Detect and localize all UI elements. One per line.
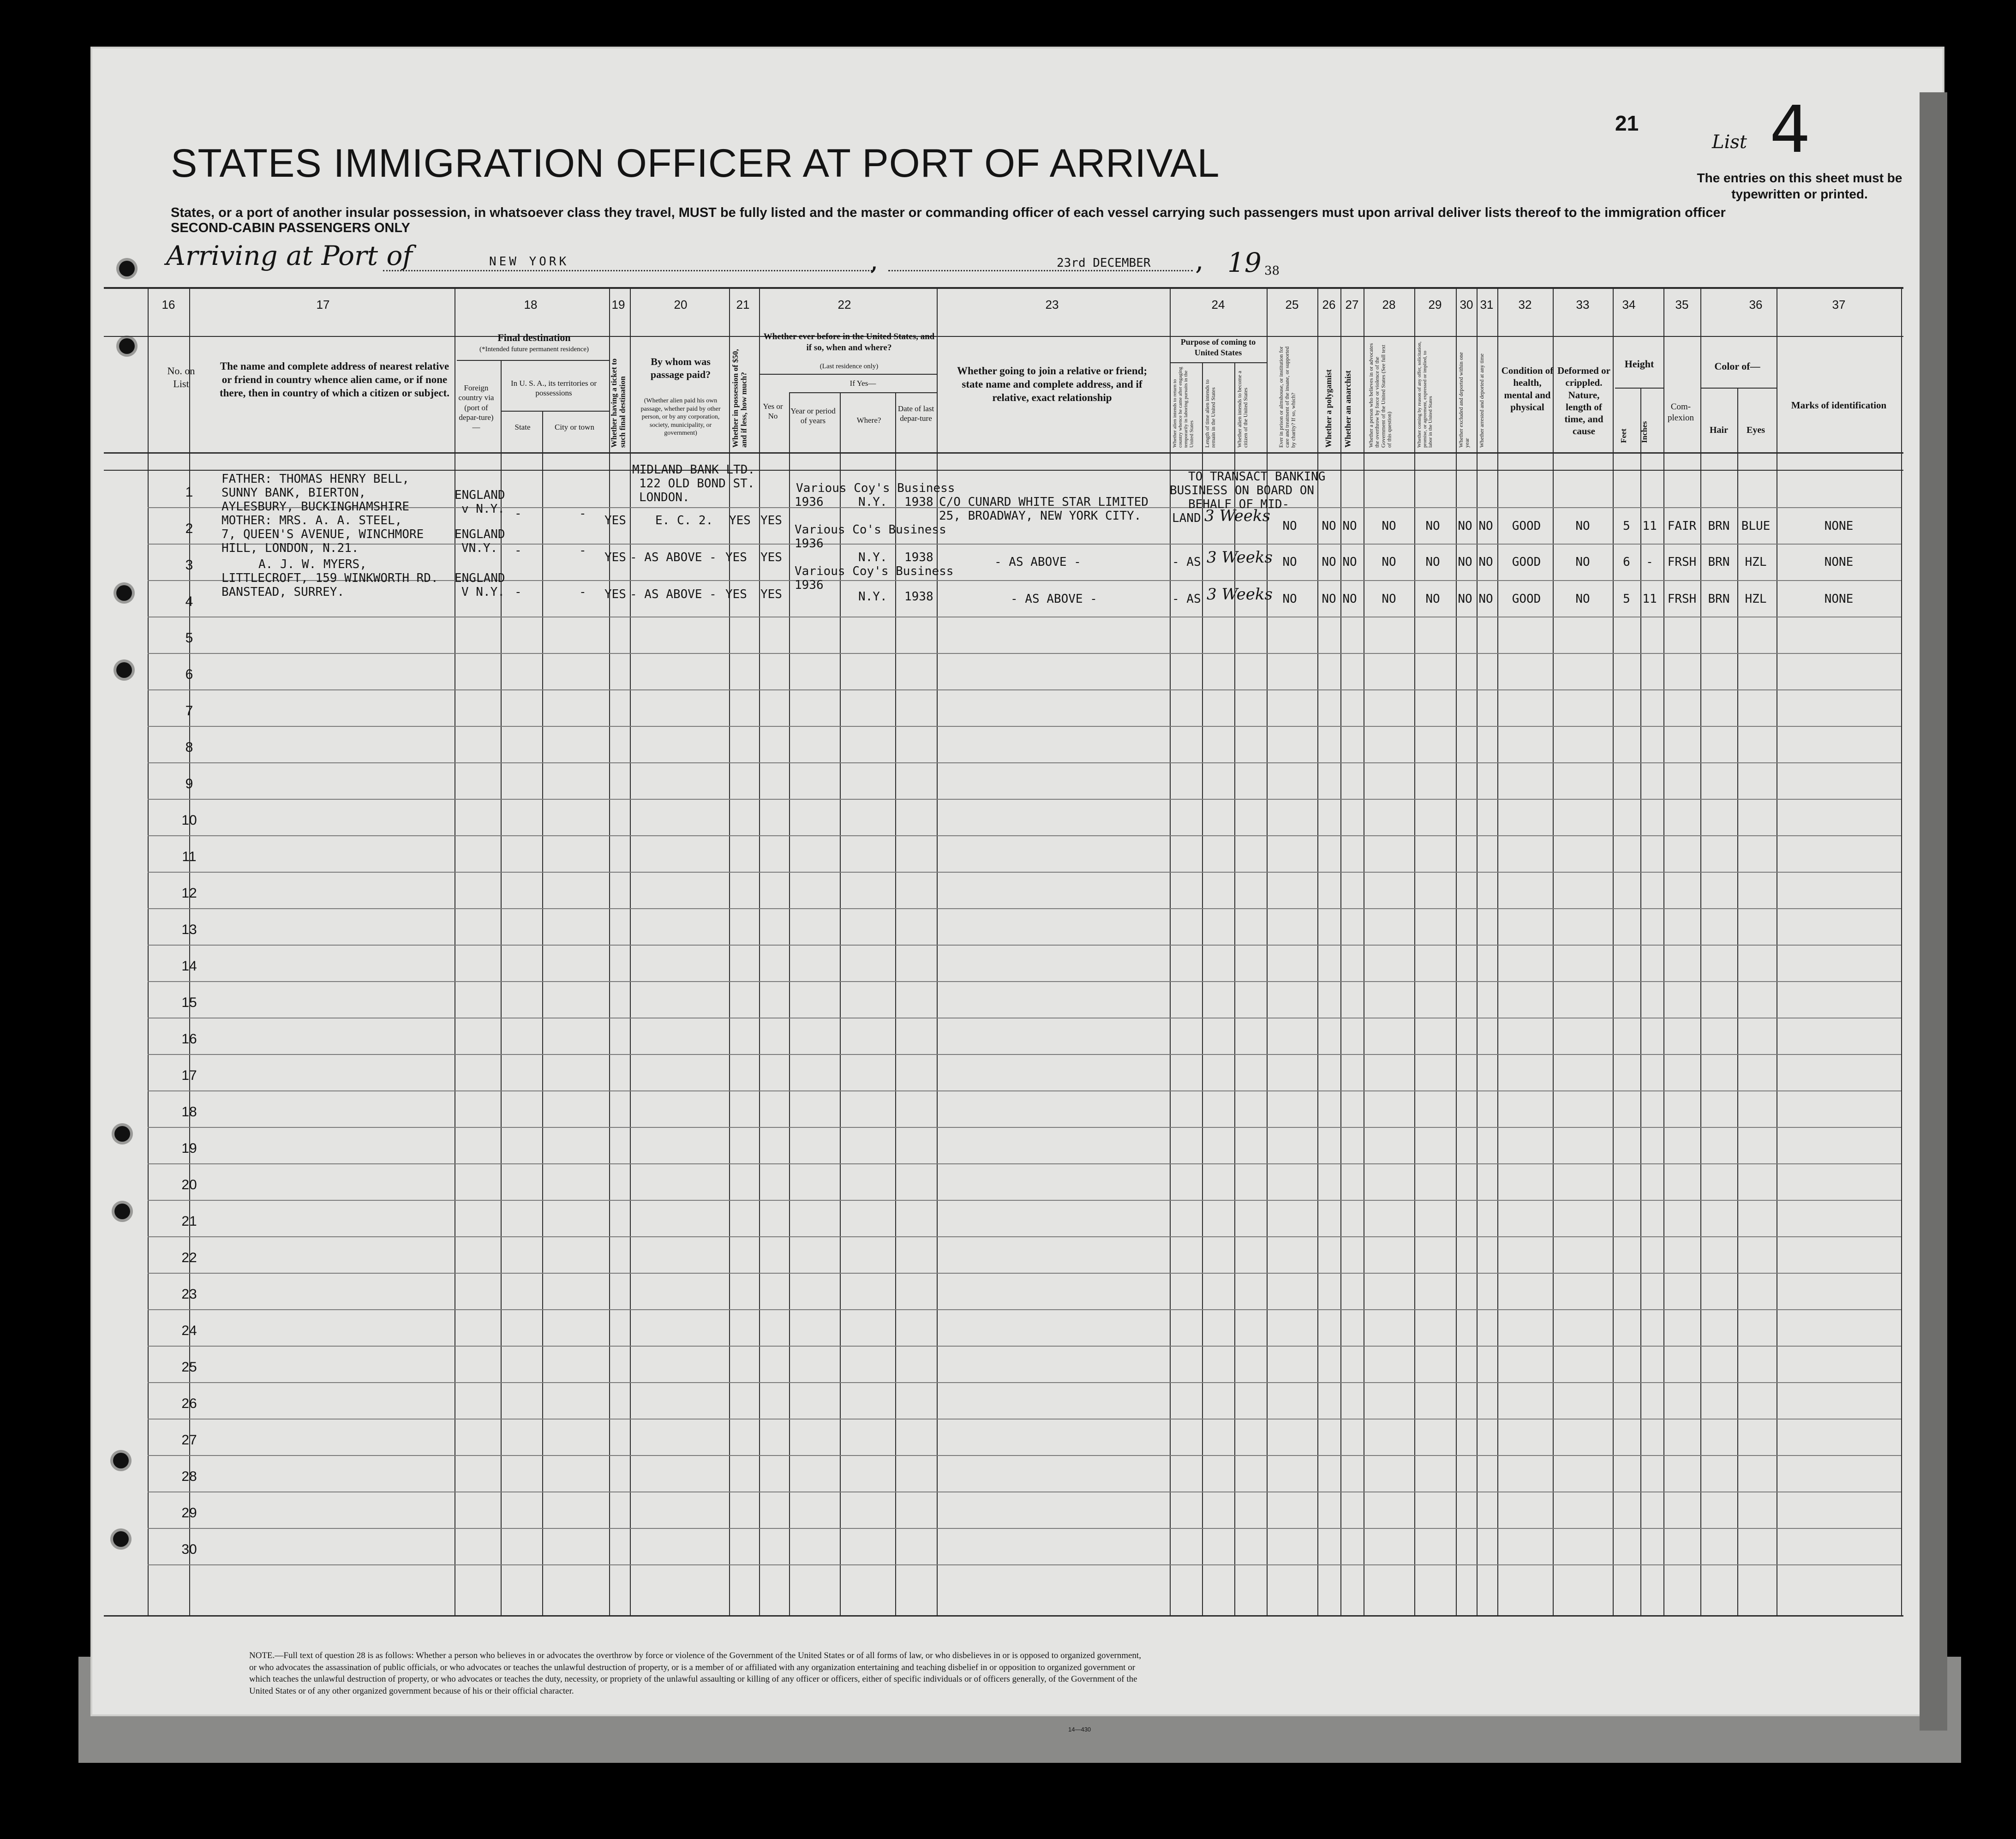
row-number: 9 [185,776,193,791]
entry-3-health: GOOD [1512,592,1541,606]
row-number: 23 [181,1287,197,1302]
entry-1-relative-line2: SUNNY BANK, BIERTON, [221,486,366,500]
header-yes-no: Yes or No [763,402,783,421]
row-line [148,689,1901,690]
date-value: 23rd DECEMBER [1057,256,1151,270]
entry-3-c31: NO [1478,592,1493,606]
entry-1-state: - [514,507,522,521]
binder-hole [116,585,132,601]
entry-2-c27: NO [1342,555,1357,569]
row-number: 2 [185,521,193,536]
row-number: 26 [181,1396,197,1411]
column-divider [630,287,631,1616]
entry-2-c26: NO [1322,555,1336,569]
header-purpose-citizen: Whether alien intends to become a citizen of the United States [1236,371,1249,448]
entry-3-date: 1938 [904,590,933,604]
row-number: 10 [181,813,197,828]
entry-1-marks: NONE [1824,519,1854,533]
row-line [148,1236,1901,1237]
colnum-separator [104,336,1903,337]
header-color-of: Color of— [1714,360,1760,372]
hdr-subline [1170,362,1267,363]
entry-1-purpose-line1: TO TRANSACT BANKING [1188,470,1326,484]
binder-hole [113,1531,129,1547]
column-number: 31 [1480,298,1494,311]
column-divider [1202,362,1203,1615]
column-divider [759,287,760,1616]
entry-3-ticket: YES [604,587,626,601]
table-bottom-border [104,1615,1903,1617]
header-join-relative: Whether going to join a relative or friend; state name and complete address, and if relative, exact relationship [957,365,1148,403]
entry-1-foreign: ENGLAND [455,488,505,502]
entry-2-relative-line1: MOTHER: MRS. A. A. STEEL, [221,514,402,527]
row-number: 6 [185,667,193,682]
header-final-destination: Final destination [497,332,571,343]
entry-1-length: 3 Weeks [1204,507,1270,525]
column-number: 19 [611,298,625,311]
row-number: 19 [181,1141,197,1156]
header-in-usa: In U. S. A., its territories or possessions [510,379,597,398]
column-number: 20 [674,298,688,311]
header-eyes: Eyes [1747,425,1765,435]
entry-1-eyes: BLUE [1741,519,1771,533]
entry-3-join: - AS ABOVE - [1011,592,1097,606]
column-number: 32 [1518,298,1532,311]
row-number: 11 [182,849,197,864]
form-number: 14—430 [1068,1726,1091,1733]
entry-1-purpose-line2: BUSINESS ON BOARD ON [1170,484,1315,497]
entry-1-where: N.Y. [858,495,887,509]
header-ticket: Whether having a ticket to such final destination [610,358,627,448]
entry-1-hair: BRN [1708,519,1730,533]
entry-2-join: - AS ABOVE - [994,555,1081,569]
entry-1-feet: 5 [1623,519,1630,533]
entry-2-period-line1: Various Co's Business [795,523,946,537]
header-health: Condition of health, mental and physical [1501,365,1554,413]
entry-2-paid: - AS ABOVE - [630,551,717,564]
entry-2-via: VN.Y. [461,541,498,555]
row-line [148,1346,1901,1347]
column-number: 23 [1045,298,1059,311]
header-date-departure: Date of last depar-ture [897,404,934,423]
year-prefix: 19 [1227,247,1262,278]
row-line [148,872,1901,873]
entry-2-before: YES [760,551,782,564]
row-number: 25 [181,1360,197,1375]
hdr-subline [1700,388,1777,389]
header-foreign-country: Foreign country via (port of depar-ture)— [458,383,494,431]
row-number: 20 [181,1177,197,1192]
entry-3-where: N.Y. [858,590,887,604]
row-number: 15 [181,995,197,1010]
entry-3-hair: BRN [1708,592,1730,606]
row-line [148,1455,1901,1456]
row-line [148,1273,1901,1274]
entry-1-period-line2: 1936 [795,495,824,509]
header-hair: Hair [1710,425,1728,435]
column-divider [542,411,543,1615]
entry-2-c31: NO [1478,555,1493,569]
header-passage-paid: By whom was passage paid? [650,356,711,380]
entry-1-c25: NO [1282,519,1297,533]
header-fifty-dollars: Whether in possession of $50, and if less, how much? [731,349,748,448]
entry-2-hair: BRN [1708,555,1730,569]
column-number: 17 [316,298,330,311]
row-line [148,1528,1901,1529]
entry-2-c29: NO [1425,555,1440,569]
header-complexion: Com-plexion [1668,402,1694,423]
header-prison: Ever in prison or almshouse, or institution for care and treatment of the insane, or supported by charity? If so, which? [1278,346,1297,448]
entry-2-date: 1938 [904,551,933,564]
row-line [148,1419,1901,1420]
column-divider [1901,287,1902,1616]
header-relative-address: The name and complete address of nearest relative or friend in country whence alien came, or if none there, then in country of which a citizen or subject. [219,360,450,399]
row-number: 24 [181,1323,197,1338]
entry-2-relative-line3: HILL, LONDON, N.21. [221,541,359,555]
comma: , [870,245,879,276]
row-number: 29 [181,1505,197,1521]
header-no-on-list: No. on List [167,365,195,389]
row-number: 28 [181,1469,197,1484]
entry-3-state: - [514,585,522,599]
entry-3-marks: NONE [1824,592,1854,606]
header-overthrow: Whether a person who believes in or advocates the overthrow by force or violence of the Government of the United States (See full text of this question) [1368,343,1393,448]
column-number: 27 [1345,298,1359,311]
header-city: City or town [555,423,594,431]
page-title: STATES IMMIGRATION OFFICER AT PORT OF ARRIVAL [171,141,1220,186]
row-number: 30 [181,1542,197,1557]
row-line [148,1054,1901,1055]
row-line [148,653,1901,654]
column-divider [501,360,502,1615]
header-ever-before-sub: (Last residence only) [820,363,879,370]
entry-2-c28: NO [1382,555,1396,569]
binder-hole [116,662,132,678]
entry-1-via: v N.Y. [461,502,505,516]
table-top-border [104,287,1903,289]
entry-3-period-line1: Various Coy's Business [795,564,954,578]
row-line [148,1127,1901,1128]
row-line [148,762,1901,763]
column-number: 24 [1211,298,1225,311]
column-number: 29 [1428,298,1442,311]
column-number: 28 [1382,298,1396,311]
entry-1-complexion: FAIR [1667,519,1697,533]
comma: , [1195,245,1204,276]
entry-1-period-line1: Various Coy's Business [796,481,955,495]
entry-3-city: - [579,585,586,599]
column-divider [148,287,149,1616]
column-divider [609,287,610,1616]
hdr-subline [1615,388,1663,389]
entry-3-eyes: HZL [1745,592,1767,606]
row-number: 21 [181,1214,197,1229]
entry-3-c28: NO [1382,592,1396,606]
entry-1-c26: NO [1322,519,1336,533]
column-divider [1317,287,1318,1616]
entry-2-relative-line2: 7, QUEEN'S AVENUE, WINCHMORE [221,527,424,541]
entry-3-feet: 5 [1623,592,1630,606]
header-where: Where? [856,416,881,425]
entry-2-purpose: - AS [1172,555,1201,569]
column-divider [1497,287,1498,1616]
year-suffix: 38 [1264,264,1280,278]
list-value: 4 [1770,92,1811,168]
column-number: 16 [162,298,175,311]
hdr-subline [789,392,937,393]
entry-3-relative-line1: A. J. W. MYERS, [258,557,367,571]
row-line [148,726,1901,727]
entry-1-paid-line1: MIDLAND BANK LTD. [632,463,755,477]
entry-3-inches: 11 [1642,592,1657,606]
header-inches: Inches [1640,421,1649,443]
column-number: 26 [1322,298,1336,311]
page-edge-shadow [1920,92,1947,1731]
entry-1-ticket: YES [604,514,626,527]
column-divider [1613,287,1614,1616]
header-state: State [514,423,531,431]
entry-3-complexion: FRSH [1667,592,1697,606]
subtitle-instructions: States, or a port of another insular possession, in whatsoever class they travel, MUST be fully listed and the master or commanding officer of each vessel carrying such passengers must upon arrival deliver lists thereof to the immigration officer [171,205,1726,220]
entry-1-join-line2: 25, BROADWAY, NEW YORK CITY. [939,509,1142,523]
binder-hole [114,1126,130,1142]
entry-2-inches: - [1646,555,1653,569]
entry-1-c28: NO [1382,519,1396,533]
entry-1-relative-line1: FATHER: THOMAS HENRY BELL, [221,472,409,486]
entry-3-c30: NO [1458,592,1472,606]
row-number: 4 [185,594,193,609]
binder-hole [119,338,135,354]
row-line [148,799,1901,800]
port-field-line [383,270,872,271]
column-number: 21 [736,298,750,311]
entry-3-relative-line3: BANSTEAD, SURREY. [221,585,345,599]
entry-2-state: - [514,544,522,557]
entry-1-fifty: YES [729,514,751,527]
entry-3-period-line2: 1936 [795,578,824,592]
entry-2-deformed: NO [1575,555,1590,569]
subtitle-class: SECOND-CABIN PASSENGERS ONLY [171,221,410,235]
header-height: Height [1624,358,1654,370]
row-line [148,1382,1901,1383]
row-number: 17 [181,1068,197,1083]
row-number: 27 [181,1432,197,1448]
column-number: 18 [524,298,538,311]
column-number: 30 [1460,298,1473,311]
typewritten-instruction: The entries on this sheet must be typewritten or printed. [1697,171,1902,201]
entry-2-feet: 6 [1623,555,1630,569]
manifest-page [92,48,1943,1714]
header-deformed: Deformed or crippled. Nature, length of time, and cause [1557,365,1610,437]
entry-1-relative-line3: AYLESBURY, BUCKINGHAMSHIRE [221,500,409,514]
column-divider [789,392,790,1615]
column-divider [1640,388,1641,1615]
entry-1-join-line1: C/O CUNARD WHITE STAR LIMITED [939,495,1149,509]
hdr-subline [759,374,937,375]
entry-2-period-line2: 1936 [795,537,824,551]
entry-1-paid-line3: LONDON. [639,491,690,504]
row-line [148,1309,1901,1310]
row-line [148,1200,1901,1201]
entry-1-city: - [579,507,586,521]
header-bottom-border [104,452,1903,454]
entry-3-foreign: ENGLAND [455,571,505,585]
row-line [148,908,1901,909]
header-ever-before: Whether ever before in the United States, and if so, when and where? [763,332,935,353]
header-purpose-return: Whether alien intends to return to country whence he came after engaging temporarily in laboring pursuits in the United States [1172,367,1195,448]
entry-2-health: GOOD [1512,555,1541,569]
entry-2-c25: NO [1282,555,1297,569]
entry-3-c29: NO [1425,592,1440,606]
row-number: 3 [185,557,193,573]
column-divider [1414,287,1415,1616]
question-28-note: NOTE.—Full text of question 28 is as follows: Whether a person who believes in or advocates the overthrow by force or violence of the Government of the United States or of all forms of law, or who disbelieves in or is opposed to organized government, or who advocates the assassination of public officials, or who advocates or teaches the unlawful destruction of property, or is a member of or affiliated with any organization entertaining and teaching disbelief in or opposition to organized government or which teaches the unlawful destruction of property, or who advocates or teaches the duty, necessity, or propriety of the unlawful assaulting or killing of any officer or officers, either of specific individuals or of officers generally, of the Government of the United States or of any other organized government because of his or their official character. [249,1651,1141,1696]
entry-3-c26: NO [1322,592,1336,606]
arriving-label: Arriving at Port of [166,240,413,271]
date-field-line [888,270,1193,271]
entry-1-c29: NO [1425,519,1440,533]
row-number: 1 [185,485,193,500]
column-number: 36 [1749,298,1763,311]
column-divider [1456,287,1457,1616]
header-excluded: Whether excluded and deported within one year [1458,352,1471,448]
entry-3-c25: NO [1282,592,1297,606]
entry-1-date: 1938 [904,495,933,509]
entry-3-paid: - AS ABOVE - [630,587,717,601]
header-if-yes: If Yes— [849,379,876,388]
entry-1-purpose-line3: BEHALF OF MID- [1188,497,1290,511]
header-anarchist: Whether an anarchist [1343,370,1352,448]
header-purpose-length: Length of time alien intends to remain in the United States [1204,379,1217,448]
entry-2-ticket: YES [604,551,626,564]
entry-2-city: - [579,544,586,557]
row-line [148,835,1901,836]
entry-1-health: GOOD [1512,519,1541,533]
column-divider [1477,287,1478,1616]
row-number: 16 [181,1031,197,1047]
entry-2-complexion: FRSH [1667,555,1697,569]
column-number: 25 [1285,298,1299,311]
entry-1-before: YES [760,514,782,527]
entry-3-purpose: - AS [1172,592,1201,606]
entry-1-inches: 11 [1642,519,1657,533]
header-year-period: Year or period of years [790,407,836,425]
header-final-destination-sub: (*Intended future permanent residence) [479,346,589,353]
column-number: 34 [1622,298,1636,311]
entry-3-before: YES [760,587,782,601]
row-number: 8 [185,740,193,755]
hdr-subline [501,411,609,412]
binder-hole [113,1453,129,1468]
entry-3-via: V N.Y. [461,585,505,599]
entry-2-marks: NONE [1824,555,1854,569]
entry-2-foreign: ENGLAND [455,527,505,541]
column-number: 37 [1832,298,1846,311]
port-value: NEW YORK [489,255,569,269]
header-arrested: Whether arrested and deported at any time [1478,353,1485,448]
column-divider [1553,287,1554,1616]
entry-3-fifty: YES [725,587,747,601]
header-passage-paid-sub: (Whether alien paid his own passage, whether paid by other person, or by any corporation, society, municipality, or government) [640,397,721,437]
row-top-border [104,470,1903,471]
entry-2-c30: NO [1458,555,1472,569]
entry-2-where: N.Y. [858,551,887,564]
row-number: 18 [181,1104,197,1120]
row-line [148,544,1901,545]
header-purpose: Purpose of coming to United States [1180,337,1256,357]
hdr-subline [457,360,609,361]
header-labor-offer: Whether coming by reason of any offer, solicitation, promise, or agreement, expressed or implied, to labor in the United States [1417,341,1434,448]
binder-hole [114,1204,130,1219]
column-divider [1663,287,1664,1616]
entry-1-purpose-line4: LAND [1172,511,1201,525]
entry-2-eyes: HZL [1745,555,1767,569]
list-label: List [1712,132,1747,153]
entry-1-paid-line4: E. C. 2. [655,514,713,527]
row-number: 7 [185,703,193,719]
column-number: 35 [1675,298,1689,311]
row-number: 13 [181,922,197,937]
row-line [148,1163,1901,1164]
row-number: 5 [185,630,193,646]
entry-3-relative-line2: LITTLECROFT, 159 WINKWORTH RD. [221,571,438,585]
column-divider [1737,388,1738,1615]
entry-3-c27: NO [1342,592,1357,606]
entry-1-c30: NO [1458,519,1472,533]
row-number: 12 [181,886,197,901]
row-line [148,981,1901,982]
entry-1-c27: NO [1342,519,1357,533]
binder-hole [119,261,135,276]
column-divider [1340,287,1341,1616]
sheet-number: 21 [1615,111,1639,135]
entry-2-length: 3 Weeks [1207,548,1273,567]
row-number: 22 [181,1250,197,1265]
row-line [148,1564,1901,1565]
row-line [148,945,1901,946]
entry-1-c31: NO [1478,519,1493,533]
row-line [148,1090,1901,1091]
entry-1-deformed: NO [1575,519,1590,533]
header-polygamist: Whether a polygamist [1324,369,1333,448]
entry-3-deformed: NO [1575,592,1590,606]
entry-2-fifty: YES [725,551,747,564]
row-number: 14 [181,958,197,974]
column-number: 33 [1576,298,1590,311]
header-feet: Feet [1619,428,1628,443]
entry-1-paid-line2: 122 OLD BOND ST. [639,477,755,491]
column-number: 22 [838,298,851,311]
column-divider [1700,287,1701,1616]
entry-3-length: 3 Weeks [1207,585,1273,604]
header-marks: Marks of identification [1791,400,1887,411]
